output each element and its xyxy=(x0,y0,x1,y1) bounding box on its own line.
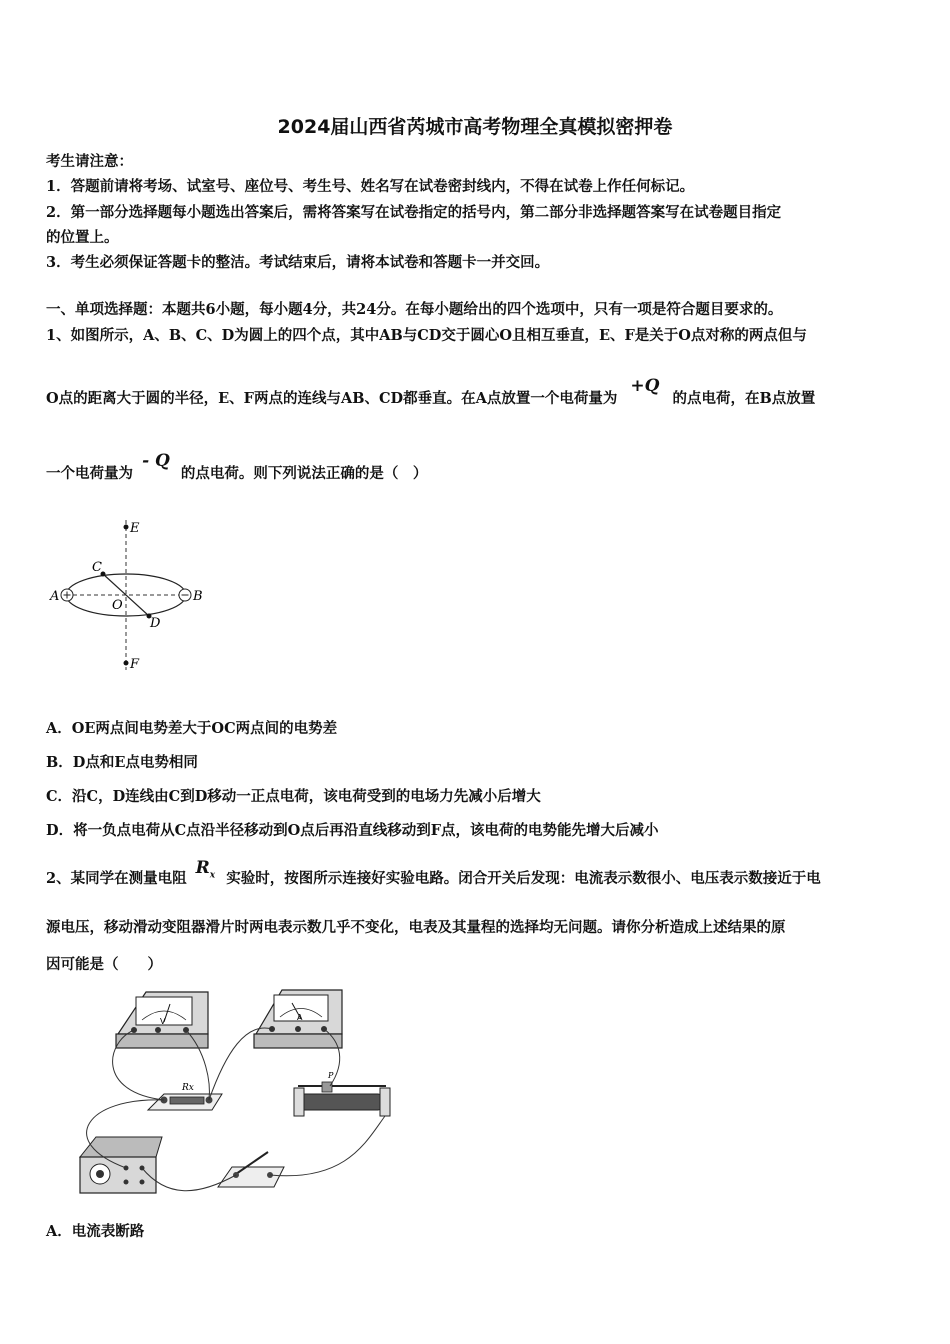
label-a: A xyxy=(50,589,60,604)
resistor-symbol xyxy=(195,858,216,881)
rheostat-coil xyxy=(298,1094,384,1110)
resistor-element xyxy=(170,1097,204,1104)
q2-stem-line1b: 实验时，按图所示连接好实验电路。闭合开关后发现：电流表示数很小、电压表示数接近于电 xyxy=(226,870,821,887)
q1-stem-line3 xyxy=(46,451,428,484)
voltmeter xyxy=(116,992,208,1048)
q2-option-a[interactable]: A．电流表断路 xyxy=(46,1223,145,1240)
q1-stem-line2 xyxy=(46,376,816,409)
power-supply xyxy=(80,1137,162,1193)
resistor-letter: R xyxy=(195,858,210,878)
q1-option-d[interactable]: D．将一负点电荷从C点沿半径移动到O点后再沿直线移动到F点，该电荷的电势能先增大后减小 xyxy=(46,822,659,839)
voltmeter-label: V xyxy=(160,1017,166,1026)
slider-label: P xyxy=(328,1071,334,1080)
q2-stem-line1a: 2、某同学在测量电阻 xyxy=(46,870,187,887)
negative-charge-symbol: - Q xyxy=(142,451,170,471)
q1-option-b[interactable]: B．D点和E点电势相同 xyxy=(46,754,198,771)
q1-stem-line2b: 的点电荷，在B点放置 xyxy=(672,390,816,407)
q1-circle-diagram xyxy=(46,515,226,675)
resistor-rx xyxy=(148,1083,222,1110)
q2-stem-line2: 源电压，移动滑动变阻器滑片时两电表示数几乎不变化，电表及其量程的选择均无问题。请你分析造成上述结果的原 xyxy=(46,919,786,936)
knife-switch xyxy=(218,1152,284,1187)
point-e xyxy=(124,525,129,530)
rheostat-end-left xyxy=(294,1088,304,1116)
label-d: D xyxy=(150,616,161,631)
label-c: C xyxy=(92,560,102,575)
q1-stem-line3b: 的点电荷。则下列说法正确的是（ ） xyxy=(180,465,428,482)
supply-terminal xyxy=(140,1180,145,1185)
notice-item: 的位置上。 xyxy=(46,229,119,246)
label-f: F xyxy=(130,657,140,672)
wire xyxy=(270,1116,385,1176)
rheostat xyxy=(294,1071,390,1116)
q1-stem-line1: 1、如图所示，A、B、C、D为圆上的四个点，其中AB与CD交于圆心O且相互垂直，E、F是关于O点对称的两点但与 xyxy=(46,327,807,344)
q1-stem-line3a: 一个电荷量为 xyxy=(46,465,133,482)
point-f xyxy=(124,661,129,666)
notice-item: 1．答题前请将考场、试室号、座位号、考生号、姓名写在试卷密封线内，不得在试卷上作任何标记。 xyxy=(46,178,695,195)
q1-stem-line2a: O点的距离大于圆的半径，E、F两点的连线与AB、CD都垂直。在A点放置一个电荷量为 xyxy=(46,390,618,407)
rheostat-end-right xyxy=(380,1088,390,1116)
supply-knob-center xyxy=(96,1170,104,1178)
switch-base xyxy=(218,1167,284,1187)
ammeter-label: A xyxy=(297,1013,303,1022)
resistor-subscript: x xyxy=(209,870,216,881)
q1-option-a[interactable]: A．OE两点间电势差大于OC两点间的电势差 xyxy=(46,720,338,737)
q2-circuit-diagram xyxy=(46,982,406,1207)
notice-item: 3．考生必须保证答题卡的整洁。考试结束后，请将本试卷和答题卡一并交回。 xyxy=(46,254,550,271)
label-e: E xyxy=(130,521,140,536)
positive-charge-symbol: +Q xyxy=(630,376,660,396)
ammeter-base xyxy=(254,1034,342,1048)
ammeter-terminal-mid xyxy=(295,1026,301,1032)
q2-stem-line3: 因可能是（ ） xyxy=(46,956,162,973)
rx-label: Rx xyxy=(182,1083,194,1093)
label-b: B xyxy=(193,589,203,604)
ammeter xyxy=(254,990,342,1048)
q2-stem-line1 xyxy=(46,858,821,895)
rheostat-slider xyxy=(322,1082,332,1092)
page-title: 2024届山西省芮城市高考物理全真模拟密押卷 xyxy=(277,116,673,138)
notice-item: 2．第一部分选择题每小题选出答案后，需将答案写在试卷指定的括号内，第二部分非选择题答案写在试卷题目指定 xyxy=(46,204,782,221)
label-o: O xyxy=(112,598,123,613)
supply-terminal xyxy=(124,1180,129,1185)
q1-option-c[interactable]: C．沿C，D连线由C到D移动一正点电荷，该电荷受到的电场力先减小后增大 xyxy=(46,788,541,805)
voltmeter-terminal-mid xyxy=(155,1027,161,1033)
notice-heading: 考生请注意： xyxy=(46,153,133,170)
section-heading: 一、单项选择题：本题共6小题，每小题4分，共24分。在每小题给出的四个选项中，只有一项是符合题目要求的。 xyxy=(46,301,783,318)
